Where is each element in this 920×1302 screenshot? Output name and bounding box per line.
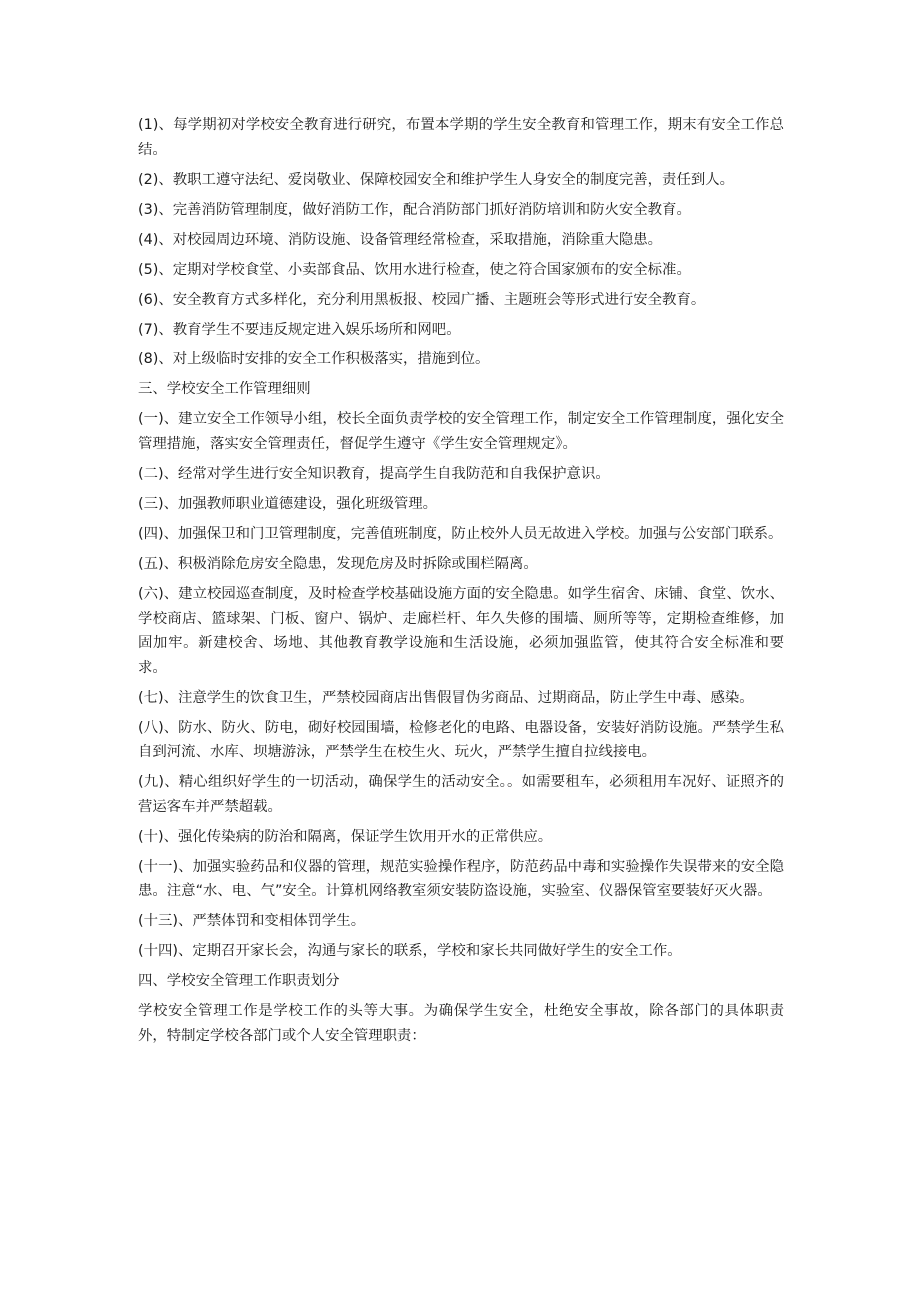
document-body: [138, 113, 784, 1054]
paragraph-item-3: (三)、加强教师职业道德建设，强化班级管理。: [138, 496, 438, 513]
paragraph-intro: 学校安全管理工作是学校工作的头等大事。为确保学生安全，杜绝安全事故，除各部门的具体职责外，特制定学校各部门或个人安全管理职责：: [138, 1003, 784, 1044]
paragraph-item-2: (二)、经常对学生进行安全知识教育，提高学生自我防范和自我保护意识。: [138, 466, 610, 483]
paragraph-3: (3)、完善消防管理制度，做好消防工作，配合消防部门抓好消防培训和防火安全教育。: [138, 201, 691, 218]
paragraph-item-10: (十)、强化传染病的防治和隔离，保证学生饮用开水的正常供应。: [138, 828, 553, 845]
paragraph-2: (2)、教职工遵守法纪、爱岗敬业、保障校园安全和维护学生人身安全的制度完善，责任到人。: [138, 171, 735, 188]
paragraph-item-13: (十三)、严禁体罚和变相体罚学生。: [138, 913, 366, 930]
paragraph-item-5: (五)、积极消除危房安全隐患，发现危房及时拆除或围栏隔离。: [138, 555, 538, 572]
paragraph-7: (7)、教育学生不要违反规定进入娱乐场所和网吧。: [138, 321, 461, 338]
paragraph-item-7: (七)、注意学生的饮食卫生，严禁校园商店出售假冒伪劣商品、过期商品，防止学生中毒、感染。: [138, 689, 754, 706]
paragraph-item-1: (一)、建立安全工作领导小组，校长全面负责学校的安全管理工作，制定安全工作管理制度，强化安全管理措施，落实安全管理责任，督促学生遵守《学生安全管理规定》。: [138, 411, 784, 453]
paragraph-5: (5)、定期对学校食堂、小卖部食品、饮用水进行检查，使之符合国家颁布的安全标准。: [138, 261, 691, 278]
paragraph-item-8: (八)、防水、防火、防电，砌好校园围墙，检修老化的电路、电器设备，安装好消防设施。严禁学生私自到河流、水库、坝塘游泳，严禁学生在校生火、玩火，严禁学生擅自拉线接电。: [138, 719, 784, 761]
section-heading-3: 三、学校安全工作管理细则: [138, 381, 311, 398]
paragraph-item-9: (九)、精心组织好学生的一切活动，确保学生的活动安全。。如需要租车，必须租用车况好、证照齐的营运客车并严禁超载。: [138, 774, 784, 815]
paragraph-item-11: (十一)、加强实验药品和仪器的管理，规范实验操作程序，防范药品中毒和实验操作失误带来的安全隐患。注意“水、电、气”安全。计算机网络教室须安装防盗设施，实验室、仪器保管室要装好灭火器。: [138, 858, 784, 900]
paragraph-4: (4)、对校园周边环境、消防设施、设备管理经常检查，采取措施，消除重大隐患。: [138, 231, 663, 248]
paragraph-1: (1)、每学期初对学校安全教育进行研究，布置本学期的学生安全教育和管理工作，期末有安全工作总结。: [138, 117, 784, 158]
paragraph-item-4: (四)、加强保卫和门卫管理制度，完善值班制度，防止校外人员无故进入学校。加强与公安部门联系。: [138, 526, 783, 542]
paragraph-item-6: (六)、建立校园巡查制度，及时检查学校基础设施方面的安全隐患。如学生宿舍、床铺、食堂、饮水、学校商店、篮球架、门板、窗户、锅炉、走廊栏杆、年久失修的围墙、厕所等等，定期检查维修，加固加牢。新建校舍、场地、其他教育教学设施和生活设施，必须加强监管，使其符合安全标准和要求。: [138, 585, 784, 676]
paragraph-item-14: (十四)、定期召开家长会，沟通与家长的联系，学校和家长共同做好学生的安全工作。: [138, 943, 682, 960]
paragraph-8: (8)、对上级临时安排的安全工作积极落实，措施到位。: [138, 351, 490, 368]
paragraph-6: (6)、安全教育方式多样化，充分利用黑板报、校园广播、主题班会等形式进行安全教育。: [138, 291, 706, 308]
section-heading-4: 四、学校安全管理工作职责划分: [138, 973, 340, 990]
